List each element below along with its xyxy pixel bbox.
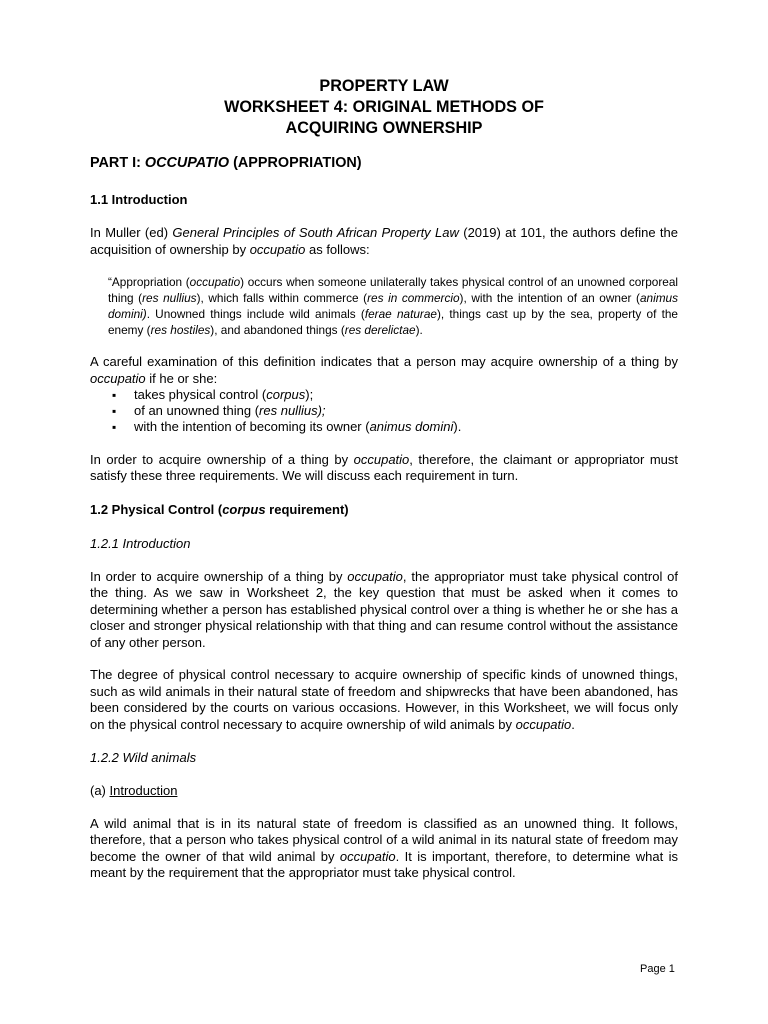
list-item: ▪ of an unowned thing (res nullius);: [112, 403, 678, 419]
title-line-2: WORKSHEET 4: ORIGINAL METHODS OF: [224, 98, 544, 116]
paragraph-definition-intro: In Muller (ed) General Principles of South African Property Law (2019) at 101, the authors define the acquisition of ownership by occupatio as follows:: [90, 225, 678, 257]
section-1-2-2-heading: 1.2.2 Wild animals: [90, 750, 197, 766]
definition-quote: “Appropriation (occupatio) occurs when someone unilaterally takes physical control of an unowned corporeal thing (res nullius), which falls within commerce (res in commercio), with the intention of an owner (animus domini). Unowned things include wild animals (ferae naturae), things cast up by the sea, property of the enemy (res hostiles), and abandoned things (res derelictae).: [108, 275, 679, 337]
paragraph-physical-control: In order to acquire ownership of a thing by occupatio, the appropriator must take physical control of the thing. As we saw in Worksheet 2, the key question that must be asked when it comes to determining whether a person has established physical control over a thing is whether he or she has a closer and stronger physical relationship with that thing and can resume control without the assistance of any other person.: [90, 568, 678, 650]
paragraph-three-requirements: In order to acquire ownership of a thing by occupatio, therefore, the claimant or appropriator must satisfy these three requirements. We will discuss each requirement in turn.: [90, 451, 678, 484]
paragraph-degree-of-control: The degree of physical control necessary to acquire ownership of specific kinds of unowned things, such as wild animals in their natural state of freedom and shipwrecks that have been abandoned, has been considered by the courts on various occasions. However, in this Worksheet, we will focus only on the physical control necessary to acquire ownership of wild animals by occupatio.: [90, 667, 678, 732]
list-item: ▪ takes physical control (corpus);: [112, 387, 678, 403]
section-1-2-heading: 1.2 Physical Control (corpus requirement): [90, 501, 349, 517]
page-number: Page 1: [640, 963, 675, 975]
document-title: [90, 76, 678, 139]
title-line-1: PROPERTY LAW: [319, 77, 449, 95]
paragraph-wild-animal: A wild animal that is in its natural state of freedom is classified as an unowned thing. It follows, therefore, that a person who takes physical control of a wild animal in its natural state of freedom may become the owner of that wild animal by occupatio. It is important, therefore, to determine what is meant by the requirement that the appropriator must take physical control.: [90, 815, 678, 881]
part-1-heading: PART I: OCCUPATIO (APPROPRIATION): [90, 155, 362, 171]
subsection-a-heading: (a) Introduction: [90, 783, 178, 799]
section-1-2-1-heading: 1.2.1 Introduction: [90, 535, 191, 551]
requirements-list: [90, 387, 678, 436]
title-line-3: ACQUIRING OWNERSHIP: [285, 119, 483, 137]
section-1-1-heading: 1.1 Introduction: [90, 192, 188, 207]
paragraph-examination: A careful examination of this definition indicates that a person may acquire ownership of a thing by occupatio if he or she:: [90, 354, 678, 386]
list-item: ▪ with the intention of becoming its owner (animus domini).: [112, 419, 678, 435]
document-body: [90, 76, 678, 882]
